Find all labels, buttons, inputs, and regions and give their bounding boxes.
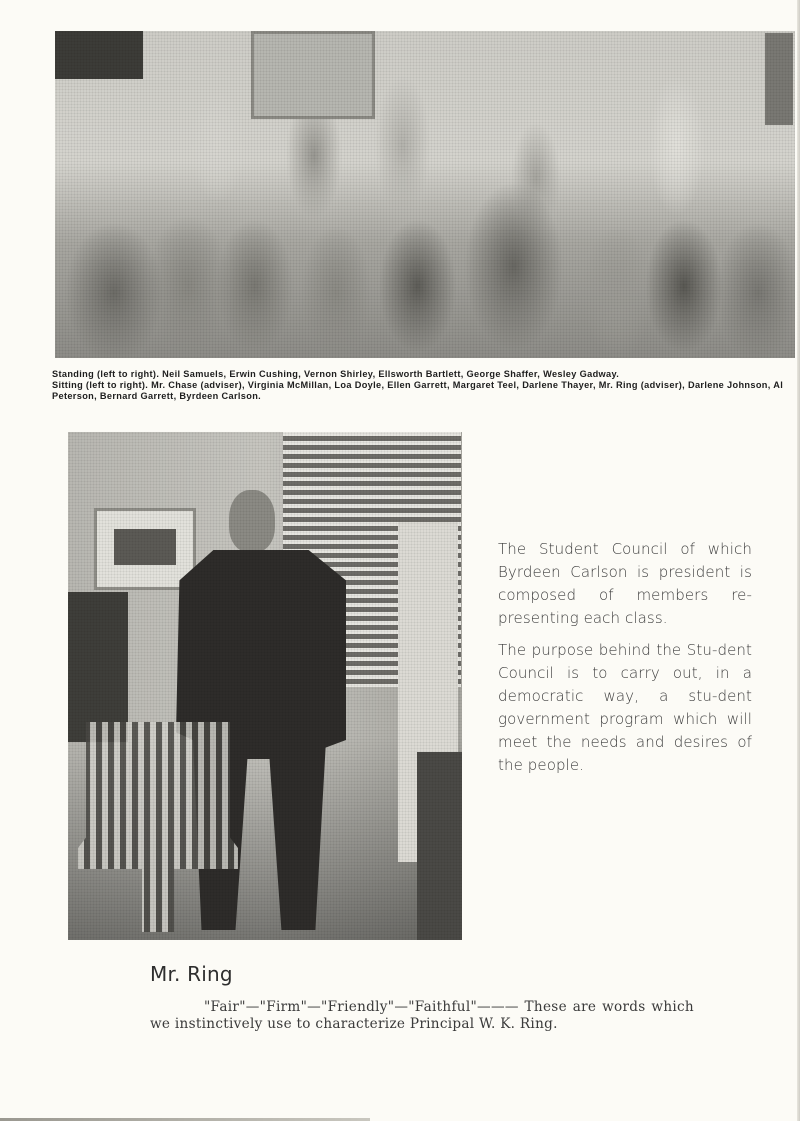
group-photo-caption <box>52 369 797 403</box>
mr-ring-portrait-photo <box>68 432 462 940</box>
desk <box>417 752 462 940</box>
caption-standing-label: Standing (left to right). <box>52 369 160 379</box>
council-paragraph-2: The purpose behind the Stu-dent Council is to carry out, in a democratic way, a stu-dent government program which will meet the needs and desires of the people. <box>498 641 752 774</box>
wall-picture-frame <box>251 31 375 119</box>
council-paragraph-1: The Student Council of which Byrdeen Carlson is president is composed of members re-presenting each class. <box>498 540 752 627</box>
student-council-group-photo <box>55 31 795 358</box>
halftone-texture <box>55 31 795 358</box>
caption-sitting <box>52 380 797 402</box>
background-window <box>55 31 143 79</box>
caption-sitting-label: Sitting (left to right). <box>52 380 149 391</box>
caption-standing-names: Neil Samuels, Erwin Cushing, Vernon Shirley, Ellsworth Bartlett, George Shaffer, Wesley Gadway. <box>162 369 620 379</box>
mr-ring-description: "Fair"—"Firm"—"Friendly"—"Faithful"——— These are words which we instinctively use to characterize Principal W. K. Ring. <box>150 999 694 1032</box>
head <box>229 490 275 552</box>
student-council-description <box>498 538 752 786</box>
file-cabinet <box>68 592 128 742</box>
caption-sitting-names: Mr. Chase (adviser), Virginia McMillan, Loa Doyle, Ellen Garrett, Margaret Teel, Darlene Thayer, Mr. Ring (adviser), Darlene Johnson, Al Peterson, Bernard Garrett, Byrdeen Carlson. <box>52 380 784 402</box>
mr-ring-heading: Mr. Ring <box>150 962 233 986</box>
wall-art-right <box>765 33 793 125</box>
caption-standing <box>52 369 797 380</box>
